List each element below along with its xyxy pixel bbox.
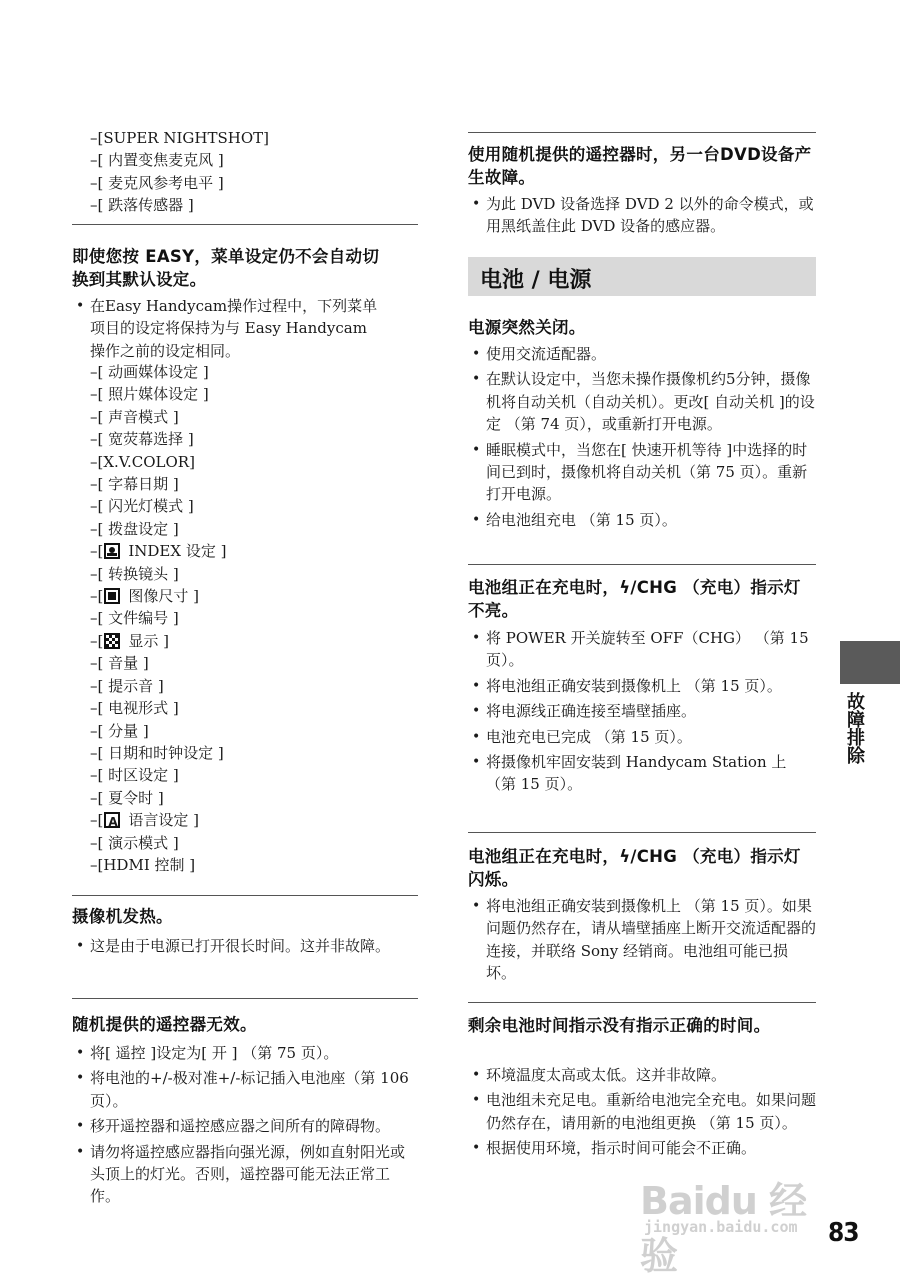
- easy-menu-list: [90, 361, 226, 876]
- chg-not-lit-bullets: [468, 627, 816, 799]
- list-item-label: 图像尺寸 ]: [128, 587, 199, 606]
- divider: [72, 998, 418, 999]
- bullet-text: 在Easy Handycam操作过程中，下列菜单: [90, 297, 378, 315]
- display-grid-icon: [104, 633, 120, 649]
- section-title-remote: 随机提供的遥控器无效。: [72, 1015, 257, 1034]
- list-item: • 在默认设定中，当您未操作摄像机约5分钟，摄像机将自动关机（自动关机）。更改[ 自动关机 ]的设定 （第 74 页），或重新打开电源。: [468, 368, 816, 435]
- list-item: • 将摄像机牢固安装到 Handycam Station 上 （第 15 页）。: [468, 751, 816, 796]
- list-item: • 环境温度太高或太低。这并非故障。: [468, 1064, 816, 1086]
- list-item: –[ 声音模式 ]: [90, 407, 179, 426]
- list-item: –[HDMI 控制 ]: [90, 855, 196, 874]
- list-item: • 移开遥控器和遥控感应器之间所有的障碍物。: [72, 1115, 418, 1137]
- list-item: • 使用交流适配器。: [468, 343, 816, 365]
- divider: [72, 895, 418, 896]
- face-index-icon: [104, 543, 120, 559]
- page-number: 83: [828, 1218, 859, 1248]
- divider: [468, 1002, 816, 1003]
- list-item: [90, 809, 226, 831]
- divider: [468, 564, 816, 565]
- list-item: –[ 夏令时 ]: [90, 788, 164, 807]
- divider: [468, 132, 816, 133]
- divider: [468, 832, 816, 833]
- list-item-label: INDEX 设定 ]: [128, 542, 227, 561]
- list-item: • 请勿将遥控感应器指向强光源，例如直射阳光或头顶上的灯光。否则，遥控器可能无法正常工作。: [72, 1141, 418, 1208]
- section-title-remaining: 剩余电池时间指示没有指示正确的时间。: [468, 1016, 771, 1035]
- list-item: • 为此 DVD 设备选择 DVD 2 以外的命令模式，或用黑纸盖住此 DVD 设备的感应器。: [468, 193, 816, 238]
- list-item: • 将 POWER 开关旋转至 OFF（CHG） （第 15 页）。: [468, 627, 816, 672]
- top-menu-list: [90, 127, 269, 217]
- list-item: –[ 内置变焦麦克风 ]: [90, 151, 224, 170]
- section-title-chg-not-lit: 电池组正在充电时，ϟ/CHG （充电）指示灯不亮。: [468, 578, 801, 620]
- chapter-label: 故障排除: [844, 692, 865, 764]
- divider: [72, 224, 418, 225]
- watermark-logo: Baidu 经验: [640, 1179, 807, 1278]
- list-item: –[ 演示模式 ]: [90, 833, 179, 852]
- list-item: –[ 音量 ]: [90, 654, 149, 673]
- list-item: –[ 闪光灯模式 ]: [90, 497, 194, 516]
- section-title-heat: 摄像机发热。: [72, 907, 173, 926]
- dvd-bullets: [468, 193, 816, 241]
- section-title-line: 换到其默认设定。: [72, 270, 207, 289]
- list-item: –[ 时区设定 ]: [90, 766, 179, 785]
- list-item: –[ 字幕日期 ]: [90, 475, 179, 494]
- list-item: • 电池组未充足电。重新给电池完全充电。如果问题仍然存在，请用新的电池组更换 （第 15 页）。: [468, 1089, 816, 1134]
- list-item: • 给电池组充电 （第 15 页）。: [468, 509, 816, 531]
- section-title-dvd: 使用随机提供的遥控器时，另一台DVD设备产生故障。: [468, 145, 812, 187]
- list-item: • 将电池的+/-极对准+/-标记插入电池座（第 106 页）。: [72, 1067, 418, 1112]
- watermark-url: jingyan.baidu.com: [644, 1218, 798, 1236]
- list-item: • 将[ 遥控 ]设定为[ 开 ] （第 75 页）。: [72, 1042, 418, 1064]
- list-item: –[ 日期和时钟设定 ]: [90, 743, 224, 762]
- easy-bullets: [72, 295, 418, 362]
- list-item: –[ 分量 ]: [90, 721, 149, 740]
- list-item: [90, 585, 226, 607]
- list-item-label: 语言设定 ]: [128, 811, 199, 830]
- section-title-line: 即使您按 EASY，菜单设定仍不会自动切: [72, 247, 380, 266]
- list-item: –[ 转换镜头 ]: [90, 564, 179, 583]
- list-item-label: 显示 ]: [128, 631, 169, 650]
- list-item: –[ 跌落传感器 ]: [90, 196, 194, 215]
- list-item: –[ 电视形式 ]: [90, 699, 179, 718]
- list-item: • 睡眠模式中，当您在[ 快速开机等待 ]中选择的时间已到时，摄像机将自动关机（第 75 页）。重新打开电源。: [468, 439, 816, 506]
- list-item: –[ 照片媒体设定 ]: [90, 385, 209, 404]
- bracket: –[: [90, 631, 104, 650]
- bullet-text: 操作之前的设定相同。: [90, 341, 241, 360]
- remote-bullets: [72, 1042, 418, 1211]
- list-item: • 将电源线正确连接至墙壁插座。: [468, 700, 816, 722]
- list-item: • 这是由于电源已打开很长时间。这并非故障。: [72, 935, 418, 957]
- list-item: –[ 提示音 ]: [90, 676, 164, 695]
- list-item: –[ 麦克风参考电平 ]: [90, 173, 224, 192]
- list-item: –[SUPER NIGHTSHOT]: [90, 129, 270, 147]
- bracket: –[: [90, 811, 104, 830]
- section-band: [468, 257, 816, 296]
- bullet-text: 项目的设定将保持为与 Easy Handycam: [90, 319, 367, 338]
- list-item: • 电池充电已完成 （第 15 页）。: [468, 726, 816, 748]
- chapter-tab: [840, 641, 900, 684]
- section-title-chg-flash: 电池组正在充电时，ϟ/CHG （充电）指示灯闪烁。: [468, 847, 801, 889]
- list-item: • 将电池组正确安装到摄像机上 （第 15 页）。: [468, 675, 816, 697]
- list-item: –[ 动画媒体设定 ]: [90, 363, 209, 381]
- image-size-icon: [104, 588, 120, 604]
- list-item: –[ 文件编号 ]: [90, 609, 179, 628]
- chg-flash-bullets: [468, 895, 816, 988]
- language-icon: [104, 812, 120, 828]
- list-item: –[X.V.COLOR]: [90, 452, 195, 471]
- list-item: –[ 拨盘设定 ]: [90, 519, 179, 538]
- list-item: –[ 宽荧幕选择 ]: [90, 430, 194, 449]
- section-title-easy: [72, 245, 418, 291]
- watermark: [640, 1170, 840, 1278]
- list-item: [90, 540, 226, 562]
- power-off-bullets: [468, 343, 816, 534]
- list-item: • 根据使用环境，指示时间可能会不正确。: [468, 1137, 816, 1159]
- list-item: [90, 630, 226, 652]
- remaining-bullets: [468, 1064, 816, 1163]
- list-item: • 将电池组正确安装到摄像机上 （第 15 页）。如果问题仍然存在，请从墙壁插座上断开交流适配器的连接，并联络 Sony 经销商。电池组可能已损坏。: [468, 895, 816, 985]
- bracket: –[: [90, 587, 104, 606]
- list-item: [72, 295, 418, 362]
- bracket: –[: [90, 542, 104, 561]
- section-title-power-off: 电源突然关闭。: [468, 318, 586, 337]
- heat-bullets: [72, 935, 418, 960]
- band-title: 电池 / 电源: [480, 268, 592, 293]
